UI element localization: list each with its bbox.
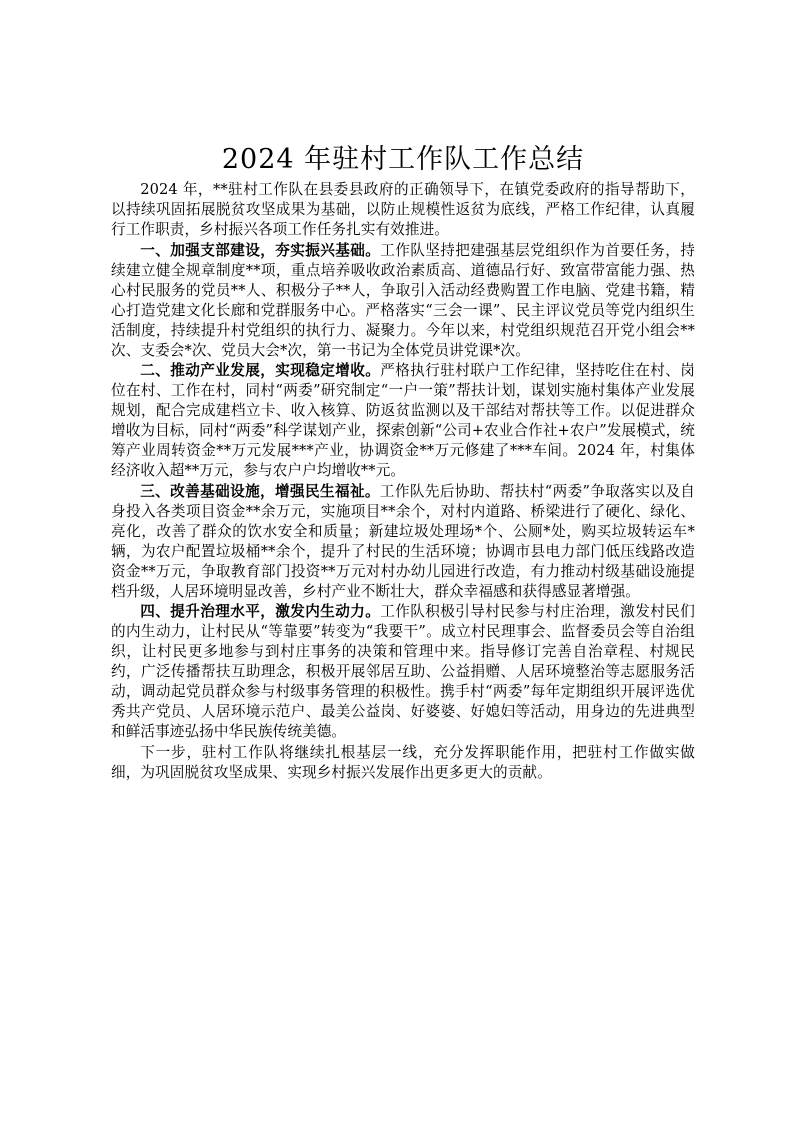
section-heading-2: 二、推动产业发展，实现稳定增收。 (140, 362, 381, 379)
section-paragraph-4 (111, 602, 695, 742)
document-page (111, 143, 695, 783)
section-body-2: 严格执行驻村联户工作纪律，坚持吃住在村、岗位在村、工作在村，同村“两委”研究制定“一户一策”帮扶计划，谋划实施村集体产业发展规划，配合完成建档立卡、收入核算、防返贫监测以及干部结对帮扶等工作。以促进群众增收为目标，同村“两委”科学谋划产业，探索创新“公司+农业合作社+农户”发展模式，统筹产业周转资金**万元发展***产业，协调资金**万元修建了***车间。2024 年，村集体经济收入超**万元，参与农户户均增收**元。 (111, 362, 695, 479)
section-body-1: 工作队坚持把建强基层党组织作为首要任务，持续建立健全规章制度**项，重点培养吸收政治素质高、道德品行好、致富带富能力强、热心村民服务的党员**人、积极分子**人，争取引入活动经费购置工作电脑、党建书籍，精心打造党建文化长廊和党群服务中心。严格落实“三会一课”、民主评议党员等党内组织生活制度，持续提升村党组织的执行力、凝聚力。今年以来，村党组织规范召开党小组会**次、支委会*次、党员大会*次，第一书记为全体党员讲党课*次。 (111, 241, 695, 359)
section-paragraph-2 (111, 361, 695, 481)
section-heading-4: 四、提升治理水平，激发内生动力。 (140, 603, 381, 620)
closing-paragraph: 下一步，驻村工作队将继续扎根基层一线，充分发挥职能作用，把驻村工作做实做细，为巩固脱贫攻坚成果、实现乡村振兴发展作出更多更大的贡献。 (111, 743, 695, 781)
section-body-4: 工作队积极引导村民参与村庄治理，激发村民们的内生动力，让村民从“等靠要”转变为“我要干”。成立村民理事会、监督委员会等自治组织，让村民更多地参与到村庄事务的决策和管理中来。指导修订完善自治章程、村规民约，广泛传播帮扶互助理念，积极开展邻居互助、公益捐赠、人居环境整治等志愿服务活动，调动起党员群众参与村级事务管理的积极性。携手村“两委”每年定期组织开展评选优秀共产党员、人居环境示范户、最美公益岗、好婆婆、好媳妇等活动，用身边的先进典型和鲜活事迹弘扬中华民族传统美德。 (111, 603, 695, 740)
section-paragraph-1 (111, 241, 695, 361)
section-paragraph-3 (111, 482, 695, 602)
document-title: 2024 年驻村工作队工作总结 (221, 144, 585, 175)
section-heading-1: 一、加强支部建设，夯实振兴基础。 (140, 241, 381, 259)
section-body-3: 工作队先后协助、帮扶村“两委”争取落实以及自身投入各类项目资金**余万元，实施项目**余个，对村内道路、桥梁进行了硬化、绿化、亮化，改善了群众的饮水安全和质量；新建垃圾处理场*个、公厕*处，购买垃圾转运车*辆，为农户配置垃圾桶**余个，提升了村民的生活环境；协调市县电力部门低压线路改造资金**万元，争取教育部门投资**万元对村办幼儿园进行改造，有力推动村级基础设施提档升级，人居环境明显改善，乡村产业不断壮大，群众幸福感和获得感显著增强。 (111, 482, 695, 600)
intro-paragraph: 2024 年，**驻村工作队在县委县政府的正确领导下，在镇党委政府的指导帮助下，以持续巩固拓展脱贫攻坚成果为基础，以防止规模性返贫为底线，严格工作纪律，认真履行工作职责，乡村振兴各项工作任务扎实有效推进。 (111, 181, 695, 238)
section-heading-3: 三、改善基础设施，增强民生福祉。 (140, 482, 380, 500)
